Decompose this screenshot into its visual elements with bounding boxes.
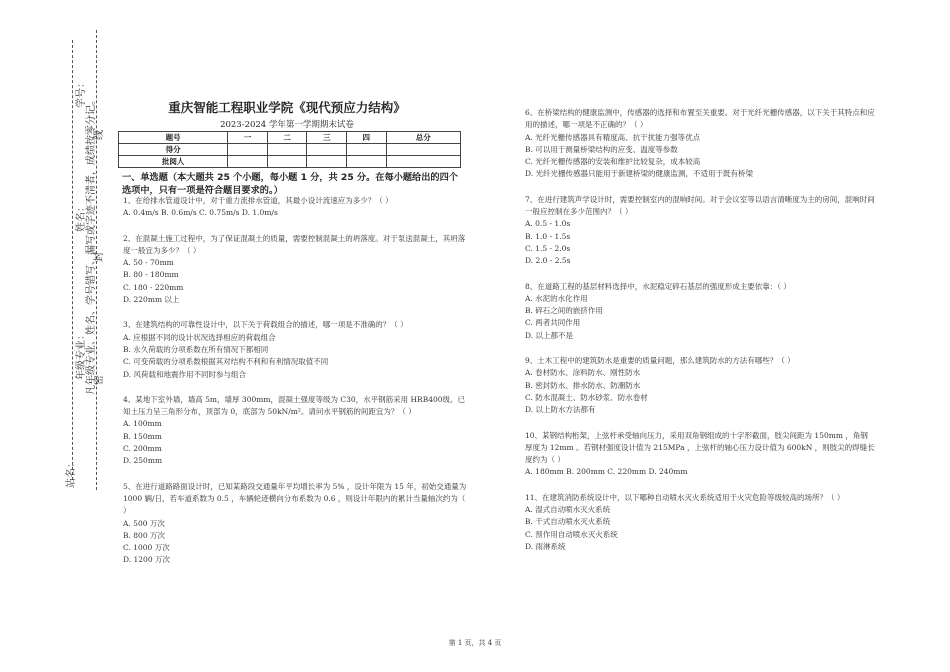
question-stem: 11、在建筑消防系统设计中，以下哪种自动喷水灭火系统适用于火灾危险等级较高的场所？（ ） <box>525 492 845 502</box>
answer-option: D. 风荷载和地震作用不同时参与组合 <box>123 369 247 379</box>
exam-subtitle: 2023-2024 学年第一学期期末试卷 <box>220 120 354 130</box>
answer-option: C. 预作用自动喷水灭火系统 <box>525 529 618 539</box>
question-block <box>525 281 875 342</box>
question-block <box>525 355 875 416</box>
question-stem: 7、在进行建筑声学设计时，需要控制室内的混响时间。对于会议室等以语言清晰度为主的房间，混响时间一般应控制在多少范围内？（ ） <box>525 194 875 217</box>
answer-option: A. 水泥的水化作用 <box>525 293 588 303</box>
answer-option: A. 50 - 70mm <box>123 258 174 268</box>
site-name-label: 站名： <box>66 458 77 488</box>
score-cell <box>228 144 268 156</box>
question-block <box>525 430 875 479</box>
reviewer-cell <box>307 156 347 168</box>
binding-margin <box>0 0 110 672</box>
question-block <box>123 394 468 468</box>
cut-mark-seal: 封 <box>94 252 105 262</box>
question-stem: 1、在给排水管道设计中，对于重力流排水管道，其最小设计流速应为多少？（ ） <box>123 196 393 205</box>
answer-option: B. 可以用于测量桥梁结构的应变、温度等参数 <box>525 144 678 154</box>
answer-option: C. 180 - 220mm <box>123 282 184 292</box>
answer-option: C. 光纤光栅传感器的安装和维护比较复杂，成本较高 <box>525 157 701 167</box>
score-cell <box>386 144 460 156</box>
answer-option: A. 500 万次 <box>123 518 165 528</box>
score-table-header <box>119 132 461 144</box>
section-heading-single-choice: 一、单选题（本大题共 25 个小题，每小题 1 分，共 25 分。在每小题给出的四个选项中，只有一项是符合题目要求的。） <box>122 172 458 196</box>
score-cell <box>307 144 347 156</box>
cut-mark-line: 线 <box>94 130 105 140</box>
answer-option: C. 两者共同作用 <box>525 318 581 328</box>
answer-option: A. 0.5 - 1.0s <box>525 219 571 229</box>
question-stem: 6、在桥梁结构的健康监测中，传感器的选择和布置至关重要。对于光纤光栅传感器，以下关于其特点和应用的描述，哪一项是不正确的？（ ） <box>525 108 875 130</box>
answer-option: C. 200mm <box>123 444 162 454</box>
answer-option: C. 1000 万次 <box>123 543 170 553</box>
answer-option: D. 雨淋系统 <box>525 541 566 551</box>
score-header-cell: 题号 <box>119 132 228 144</box>
answer-option: D. 以上都不是 <box>525 330 574 340</box>
question-stem: 2、在混凝土施工过程中，为了保证混凝土的质量，需要控制混凝土的坍落度。对于泵送混凝土，其坍落度一般宜为多少？（ ） <box>123 233 466 255</box>
question-stem: 4、某地下室外墙，墙高 5m，墙厚 300mm，混凝土强度等级为 C30，水平钢筋采用 HRB400级。已知土压力呈三角形分布，顶部为 0，底部为 50kN/m²。请问水平钢筋的间距宜为？（ ） <box>123 394 466 417</box>
answer-option: B. 80 - 180mm <box>123 270 179 280</box>
score-header-cell: 一 <box>228 132 268 144</box>
answer-option: B. 150mm <box>123 431 162 441</box>
answer-option: B. 1.0 - 1.5s <box>525 231 571 241</box>
answer-option: B. 碎石之间的嵌挤作用 <box>525 306 603 316</box>
question-block <box>525 107 875 181</box>
answer-option: C. 可变荷载的分项系数根据其对结构不利和有利情况取值不同 <box>123 357 329 367</box>
answer-option: C. 防水混凝土、防水砂浆、防水卷材 <box>525 392 648 402</box>
answer-option: C. 1.5 - 2.0s <box>525 243 571 253</box>
answer-option: A. 光纤光栅传感器具有精度高、抗干扰能力强等优点 <box>525 132 701 142</box>
reviewer-cell <box>267 156 307 168</box>
answer-option: D. 1200 万次 <box>123 555 170 565</box>
answer-option: A. 湿式自动喷水灭火系统 <box>525 505 611 515</box>
questions-left-column <box>123 195 468 567</box>
cut-mark-secret: 密 <box>94 375 105 385</box>
answer-option: B. 密封防水、排水防水、防潮防水 <box>525 380 641 390</box>
student-id-label: 学号： <box>76 78 87 108</box>
answer-option: A. 100mm <box>123 419 162 429</box>
answer-option: D. 以上防水方法都有 <box>525 405 596 415</box>
answer-option: B. 干式自动喷水灭火系统 <box>525 517 611 527</box>
question-stem: 3、在建筑结构的可靠性设计中，以下关于荷载组合的描述，哪一项是不准确的？（ ） <box>123 320 408 330</box>
score-cell <box>267 144 307 156</box>
binding-notice: 凡年级专业、姓名、学号错写、漏写或字迹不清者，成绩按零分记。 <box>86 95 97 395</box>
score-header-cell: 四 <box>346 132 386 144</box>
answer-option: D. 250mm <box>123 456 163 466</box>
questions-right-column <box>525 107 875 553</box>
reviewer-cell <box>228 156 268 168</box>
question-block <box>525 194 875 268</box>
name-label: 姓名： <box>76 202 87 232</box>
answer-option: D. 2.0 - 2.5s <box>525 256 571 266</box>
answer-option: A. 0.4m/s B. 0.6m/s C. 0.75m/s D. 1.0m/s <box>123 208 278 218</box>
question-block <box>525 492 875 553</box>
answer-option: D. 220mm 以上 <box>123 295 180 305</box>
question-block <box>123 233 468 307</box>
answer-option: B. 永久荷载的分项系数在所有情况下都相同 <box>123 344 269 354</box>
score-header-cell: 总分 <box>386 132 460 144</box>
answer-option: A. 180mm B. 200mm C. 220mm D. 240mm <box>525 467 688 477</box>
score-row-label: 得分 <box>119 144 228 156</box>
score-header-cell: 二 <box>267 132 307 144</box>
answer-option: D. 光纤光栅传感器只能用于新建桥梁的健康监测，不适用于既有桥梁 <box>525 169 754 179</box>
reviewer-row-label: 批阅人 <box>119 156 228 168</box>
answer-option: A. 卷材防水、涂料防水、刚性防水 <box>525 368 641 378</box>
question-block <box>123 195 468 220</box>
score-header-cell: 三 <box>307 132 347 144</box>
question-stem: 9、土木工程中的建筑防水是重要的质量问题，那么建筑防水的方法有哪些？（ ） <box>525 356 795 366</box>
reviewer-row <box>119 156 461 168</box>
exam-title: 重庆智能工程职业学院《现代预应力结构》 <box>168 100 406 115</box>
score-row <box>119 144 461 156</box>
reviewer-cell <box>346 156 386 168</box>
question-stem: 8、在道路工程的基层材料选择中，水泥稳定碎石基层的强度形成主要依靠：（ ） <box>525 281 791 291</box>
score-cell <box>346 144 386 156</box>
question-stem: 10、某钢结构桁架，上弦杆承受轴向压力，采用双角钢组成的十字形截面，肢尖间距为 150mm ，角钢厚度为 12mm 。若钢材强度设计值为 215MPa ，上弦杆的轴心压力设计值为 600kN ，则肢尖的焊缝长度约为（ ） <box>525 430 875 465</box>
answer-option: B. 800 万次 <box>123 530 165 540</box>
question-stem: 5、在进行道路路面设计时，已知某路段交通量年平均增长率为 5% ，设计年限为 15 年，初始交通量为 1000 辆/日，若车道系数为 0.5 ，车辆轮迹横向分布系数为 0.6 ，则设计年限内的累计当量轴次约为（ ） <box>123 481 467 516</box>
score-table <box>118 131 461 168</box>
answer-option: A. 应根据不同的设计状况选择相应的荷载组合 <box>123 332 276 342</box>
reviewer-cell <box>386 156 460 168</box>
page-footer: 第 1 页，共 4 页 <box>448 639 502 647</box>
question-block <box>123 481 468 567</box>
question-block <box>123 319 468 380</box>
grade-major-label: 年级专业： <box>76 330 87 380</box>
